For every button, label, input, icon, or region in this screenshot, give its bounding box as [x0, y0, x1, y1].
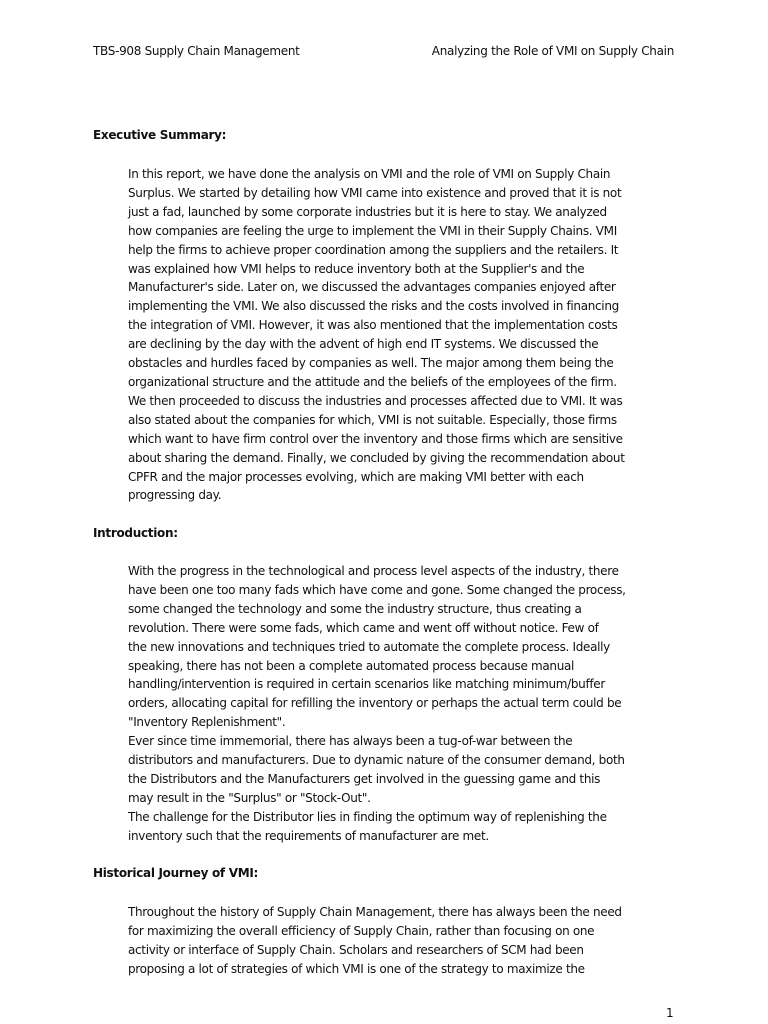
heading-executive-summary: Executive Summary:	[93, 128, 227, 142]
heading-historical-journey: Historical Journey of VMI:	[93, 866, 258, 880]
header-course-title: TBS-908 Supply Chain Management	[93, 44, 300, 58]
page-header	[93, 44, 674, 58]
paragraph-historical-journey: Throughout the history of Supply Chain Management, there has always been the need for maximizing the overall efficiency of Supply Chain, rather than focusing on one activity or interface of Supply Chain. Scholars and researchers of SCM had been proposing a lot of strategies of which VMI is one of the strategy to maximize the	[128, 905, 622, 976]
header-report-title: Analyzing the Role of VMI on Supply Chain	[431, 44, 674, 58]
paragraph-introduction: With the progress in the technological and process level aspects of the industry, there have been one too many fads which have come and gone. Some changed the process, some changed the technology and some the industry structure, thus creating a revolution. There were some fads, which came and went off without notice. Few of the new innovations and techniques tried to automate the complete process. Ideally speaking, there has not been a complete automated process because manual handling/intervention is required in certain scenarios like matching minimum/buffer orders, allocating capital for refilling the inventory or perhaps the actual term could be "Inventory Replenishment". Ever since time immemorial, there has always been a tug-of-war between the distributors and manufacturers. Due to dynamic nature of the consumer demand, both the Distributors and the Manufacturers get involved in the guessing game and this may result in the "Surplus" or "Stock-Out". The challenge for the Distributor lies in finding the optimum way of replenishing the inventory such that the requirements of manufacturer are met.	[128, 564, 626, 843]
page-number: 1	[666, 1006, 674, 1020]
heading-introduction: Introduction:	[93, 526, 178, 540]
paragraph-executive-summary: In this report, we have done the analysis on VMI and the role of VMI on Supply Chain Surplus. We started by detailing how VMI came into existence and proved that it is not just a fad, launched by some corporate industries but it is here to stay. We analyzed how companies are feeling the urge to implement the VMI in their Supply Chains. VMI help the firms to achieve proper coordination among the suppliers and the retailers. It was explained how VMI helps to reduce inventory both at the Supplier's and the Manufacturer's side. Later on, we discussed the advantages companies enjoyed after implementing the VMI. We also discussed the risks and the costs involved in financing the integration of VMI. However, it was also mentioned that the implementation costs are declining by the day with the advent of high end IT systems. We discussed the obstacles and hurdles faced by companies as well. The major among them being the organizational structure and the attitude and the beliefs of the employees of the firm. We then proceeded to discuss the industries and processes affected due to VMI. It was also stated about the companies for which, VMI is not suitable. Especially, those firms which want to have firm control over the inventory and those firms which are sensitive about sharing the demand. Finally, we concluded by giving the recommendation about CPFR and the major processes evolving, which are making VMI better with each progressing day.	[128, 167, 625, 503]
